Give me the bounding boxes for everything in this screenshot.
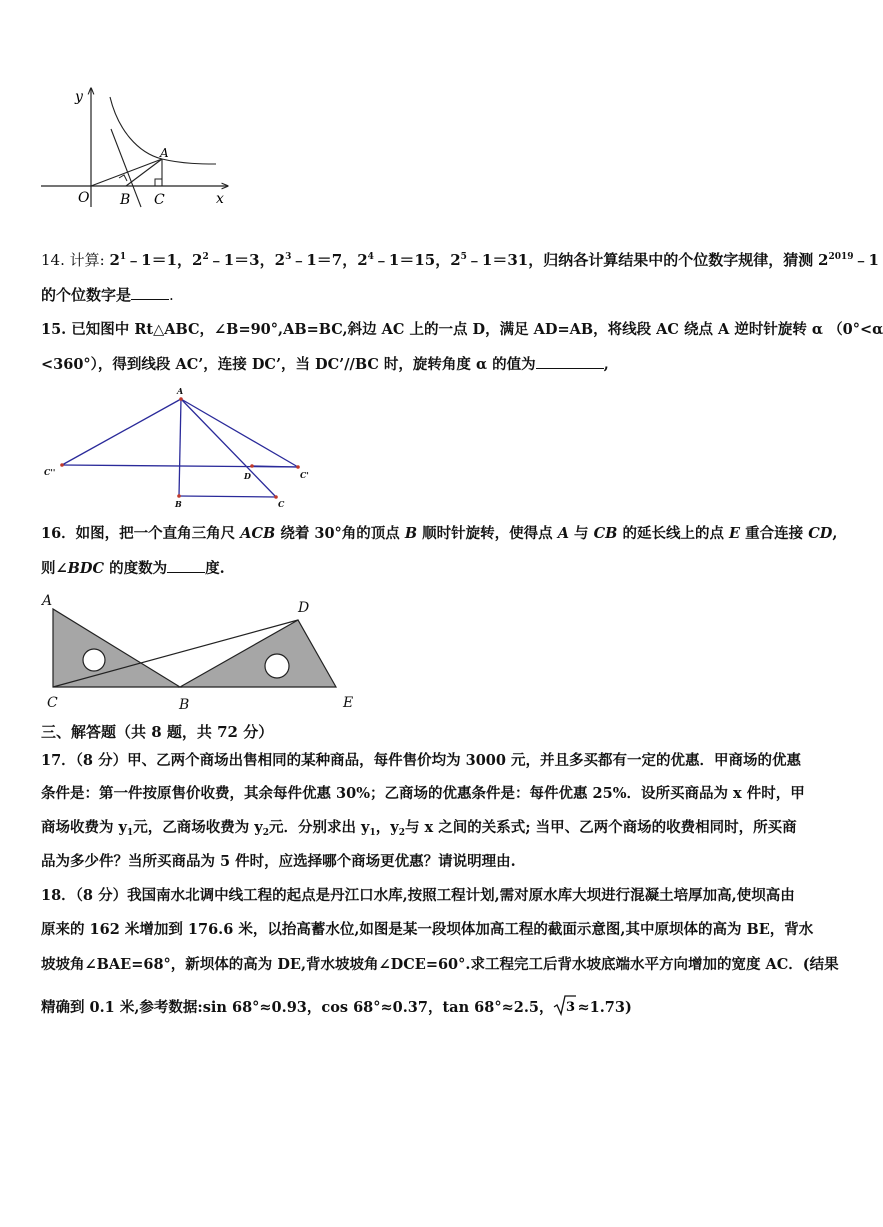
q16-line-2: 则∠BDC 的度数为 度. (41, 560, 225, 577)
label-x: x (216, 191, 224, 207)
q18-line-4: 精确到 0.1 米,参考数据:sin 68°≈0.93，cos 68°≈0.37，tan 68°≈2.5， 3 ≈1.73) (41, 994, 838, 1018)
figure-hyperbola (38, 85, 238, 210)
q14-line-1: 14. 计算: $2^1﹣1=1$，$2^2﹣1=3$，$2^3﹣1=7$，$2^4﹣1=15$，$2^5﹣1=31$，归纳各计算结果中的个位数字规律，猜测 $2^{2019}﹣1$ (41, 251, 879, 269)
label-c: C (47, 695, 58, 711)
label-c-double-prime: C'' (44, 467, 56, 477)
label-d: D (244, 471, 251, 481)
segment-a-b (179, 399, 181, 496)
segment-ba (126, 159, 162, 186)
label-c: C (278, 499, 285, 509)
svg-text:3: 3 (566, 1000, 576, 1015)
answer-blank-14[interactable] (131, 285, 169, 300)
right-angle-mark-b (119, 175, 127, 181)
label-d: D (298, 600, 310, 616)
q17-line-2: 条件是：第一件按原售价收费，其余每件优惠 30%；乙商场的优惠条件是：每件优惠 25%．设所买商品为 x 件时，甲 (41, 785, 805, 802)
q14-line-2: 的个位数字是 . (41, 286, 174, 304)
segment-b-c (179, 496, 276, 497)
segment-oa (91, 159, 162, 186)
sqrt-3 (553, 994, 577, 1018)
q15-line-2: <360°），得到线段 AC’，连接 DC’，当 DC’//BC 时，旋转角度 α 的值为 , (41, 356, 609, 373)
answer-blank-16[interactable] (167, 558, 205, 573)
q15-line-1: 15. 已知图中 Rt△ABC，∠B=90°,AB=BC,斜边 AC 上的一点 D，满足 AD=AB，将线段 AC 绕点 A 逆时针旋转 α （0°<α (41, 321, 883, 338)
section-3-title: 三、解答题（共 8 题，共 72 分） (41, 723, 274, 741)
q16-line-1: 16．如图，把一个直角三角尺 ACB 绕着 30°角的顶点 B 顺时针旋转，使得点 A 与 CB 的延长线上的点 E 重合连接 CD, (41, 525, 838, 542)
label-b: B (175, 499, 182, 509)
right-angle-mark-c (155, 179, 162, 186)
hole-left (83, 649, 105, 671)
label-o: O (78, 190, 90, 206)
q17-line-3: 商场收费为 $y_1$元，乙商场收费为 $y_2$元．分别求出 $y_1$，$y_2$与 x 之间的关系式; 当甲、乙两个商场的收费相同时，所买商 (41, 819, 797, 838)
segment-a-c (181, 399, 276, 497)
label-y: y (75, 89, 83, 105)
label-c-prime: C' (300, 470, 309, 480)
label-c: C (154, 192, 165, 208)
segment-a-c2 (62, 399, 181, 465)
q17-line-4: 品为多少件？当所买商品为 5 件时，应选择哪个商场更优惠？请说明理由. (41, 853, 516, 870)
label-a: A (42, 593, 53, 609)
segment-a-c1 (181, 399, 298, 467)
hole-right (265, 654, 289, 678)
label-b: B (179, 697, 190, 713)
q18-line-1: 18．（8 分）我国南水北调中线工程的起点是丹江口水库,按照工程计划,需对原水库大坝进行混凝土培厚加高,使坝高由 (41, 887, 795, 904)
triangle-dbe (180, 620, 336, 687)
q18-line-3: 坡坡角∠BAE=68°，新坝体的高为 DE,背水坡坡角∠DCE=60°.求工程完工后背水坡底端水平方向增加的宽度 AC．(结果 (41, 956, 839, 973)
triangle-acb (53, 609, 180, 687)
answer-blank-15[interactable] (536, 354, 604, 369)
figure-set-squares (40, 592, 360, 717)
label-b: B (120, 192, 131, 208)
label-a: A (160, 146, 169, 160)
q17-line-1: 17．（8 分）甲、乙两个商场出售相同的某种商品，每件售价均为 3000 元，并且多买都有一定的优惠．甲商场的优惠 (41, 752, 802, 769)
q18-line-2: 原来的 162 米增加到 176.6 米，以抬高蓄水位,如图是某一段坝体加高工程的截面示意图,其中原坝体的高为 BE，背水 (41, 921, 814, 938)
label-e: E (343, 695, 354, 711)
figure-rotation-triangle (40, 385, 320, 515)
label-a: A (177, 386, 184, 396)
